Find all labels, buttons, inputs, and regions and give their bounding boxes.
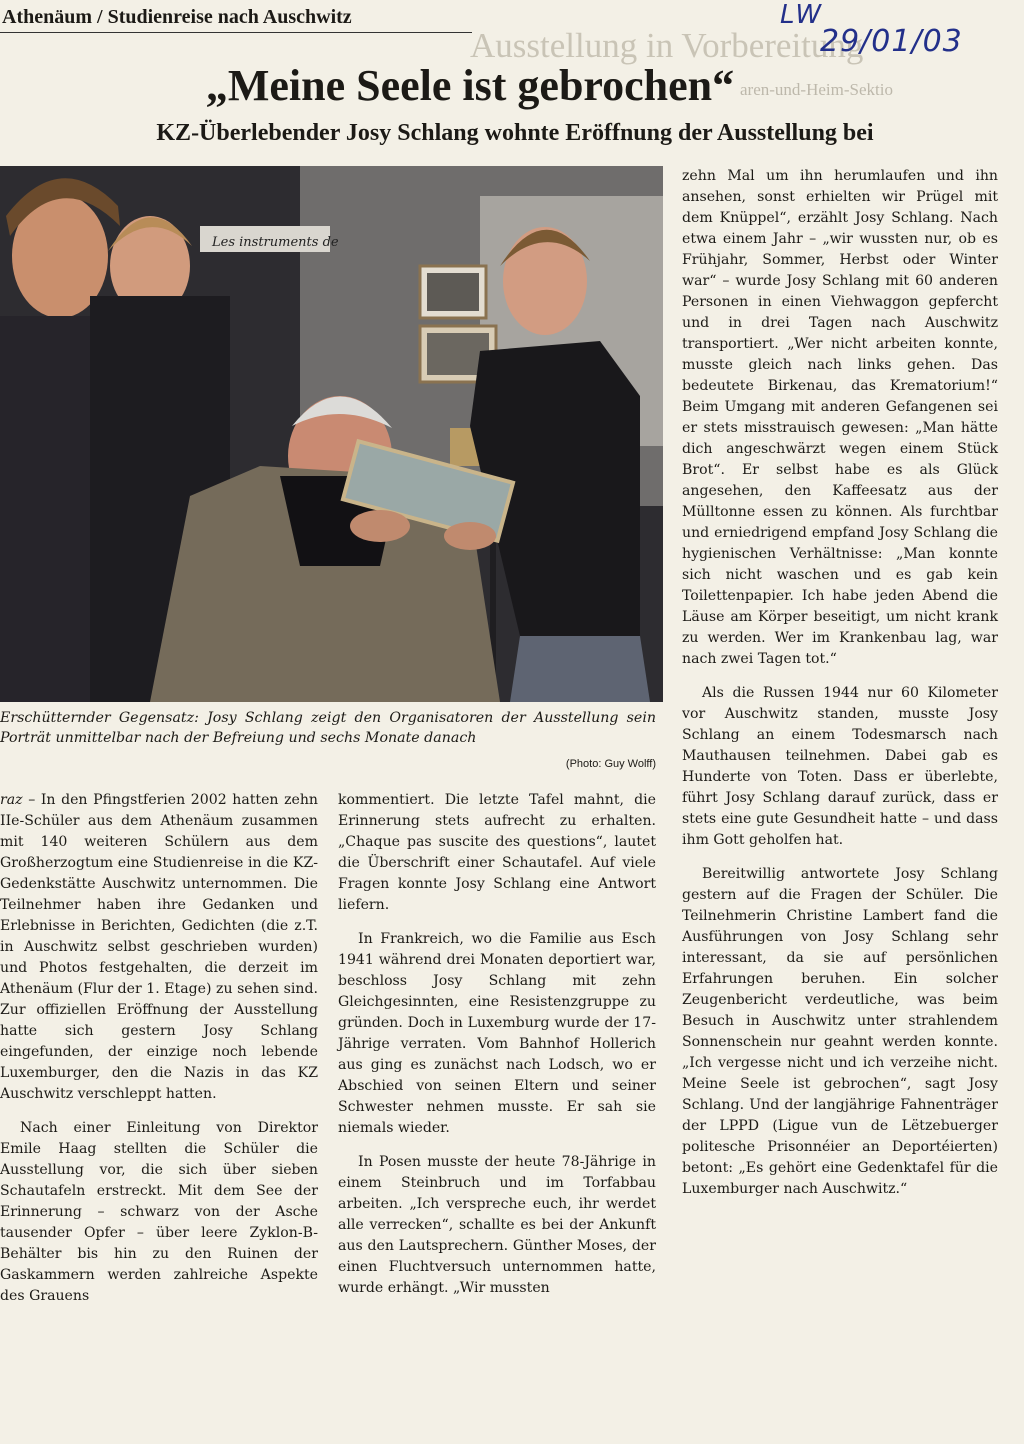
- article-paragraph: Nach einer Einleitung von Direktor Emile Haag stellten die Schüler die Ausstellung vor, die sich über sieben Schautafeln erstreckt. Mit dem See der Erinnerung – schwarz von der Asche tausender Opfer – über leere Zyklon-B-Behälter bis hin zu den Ruinen der Gaskammern werden zahlreiche Aspekte des Grauens: [0, 1120, 318, 1304]
- handwritten-initials: LW: [780, 0, 824, 30]
- poster-label: Les instruments de: [212, 235, 339, 250]
- handwritten-note: [780, 0, 1020, 60]
- headline: „Meine Seele ist gebrochen“: [205, 61, 735, 110]
- photo-caption: Erschütternder Gegensatz: Josy Schlang zeigt den Organisatoren der Ausstellung sein Porträt unmittelbar nach der Befreiung und sechs Monate danach: [0, 710, 656, 746]
- article-paragraph: Bereitwillig antwortete Josy Schlang gestern auf die Fragen der Schüler. Die Teilnehmerin Christine Lambert fand die Ausführungen von Josy Schlang sehr interessant, da sie auf persönlichen Erfahrungen beruhen. Ein solcher Zeugenbericht verdeutliche, was beim Besuch in Auschwitz unter strahlendem Sonnenschein nur geahnt werden konnte. „Ich vergesse nicht und ich verzeihe nicht. Meine Seele ist gebrochen“, sagt Josy Schlang. Und der langjährige Fahnenträger der LPPD (Ligue vun de Lëtzebuerger politesche Prisonnéier an Deportéierten) betont: „Es gehört eine Gedenktafel für die Luxemburger nach Auschwitz.“: [682, 866, 998, 1197]
- article-paragraph: [0, 790, 318, 1105]
- author-byline: raz: [0, 792, 23, 808]
- paragraph-text: – In den Pfingstferien 2002 hatten zehn IIe-Schüler aus dem Athenäum zusammen mit 140 weiteren Schülern aus dem Großherzogtum eine Studienreise in die KZ-Gedenkstätte Auschwitz unternommen. Die Teilnehmer haben ihre Gedanken und Erlebnisse in Berichten, Gedichten (die z.T. in Auschwitz selbst geschrieben wurden) und Photos festgehalten, die derzeit im Athenäum (Flur der 1. Etage) zu sehen sind. Zur offiziellen Eröffnung der Ausstellung hatte sich gestern Josy Schlang eingefunden, der einzige noch lebende Luxemburger, den die Nazis in das KZ Auschwitz verschleppt hatten.: [0, 792, 319, 1102]
- section-rubric: Athenäum / Studienreise nach Auschwitz: [0, 4, 472, 33]
- article-column-2: [338, 790, 656, 1312]
- handwritten-date: 29/01/03: [820, 24, 963, 59]
- article-paragraph: In Frankreich, wo die Familie aus Esch 1941 während drei Monaten deportiert war, beschloss Josy Schlang mit zehn Gleichgesinnten, eine Resistenzgruppe zu gründen. Doch in Luxemburg wurde der 17-Jährige verraten. Vom Bahnhof Hollerich aus ging es zunächst nach Lodsch, wo er Abschied von seinen Eltern und seiner Schwester nehmen musste. Er sah sie niemals wieder.: [338, 931, 656, 1136]
- article-column-1: [0, 790, 318, 1320]
- article-paragraph: zehn Mal um ihn herumlaufen und ihn ansehen, sonst erhielten wir Prügel mit dem Knüppel“, erzählt Josy Schlang. Nach etwa einem Jahr – „wir wussten nur, ob es Frühjahr, Sommer, Herbst oder Winter war“ – wurde Josy Schlang mit 60 anderen Personen in einen Viehwaggon gepfercht und in drei Tagen nach Auschwitz transportiert. „Wer nicht arbeiten konnte, musste gleich nach links gehen. Das bedeutete Birkenau, das Krematorium!“ Beim Umgang mit anderen Gefangenen sei er stets misstrauisch gewesen: „Man hätte dich angeschwärzt wegen einem Stück Brot“. Er selbst habe es als Glück angesehen, den Kaffeesatz aus der Mülltonne essen zu können. Als furchtbar und erniedrigend empfand Josy Schlang die hygienischen Verhältnisse: „Man konnte sich nicht waschen und es gab kein Toilettenpapier. Ich habe jeden Abend die Läuse am Körper beseitigt, um nicht krank zu werden. Wer im Krankenbau lag, war nach zwei Tagen tot.“: [682, 168, 998, 667]
- neighbor-article-headline: Ausstellung in Vorbereitung: [470, 28, 864, 65]
- article-column-3: [682, 166, 998, 1213]
- photo-illustration: [0, 166, 663, 702]
- article-paragraph: In Posen musste der heute 78-Jährige in einem Steinbruch und im Torfabbau arbeiten. „Ich verspreche euch, ihr werdet alle verrecken“, schallte es bei der Ankunft aus den Lautsprechern. Günther Moses, der einen Fluchtversuch unternommen hatte, wurde erhängt. „Wir mussten: [338, 1154, 656, 1296]
- subheadline: KZ-Überlebender Josy Schlang wohnte Eröffnung der Ausstellung bei: [156, 120, 874, 146]
- article-paragraph: kommentiert. Die letzte Tafel mahnt, die Erinnerung stets aufrecht zu erhalten. „Chaque pas suscite des questions“, lautet die Überschrift einer Schautafel. Auf viele Fragen konnte Josy Schlang eine Antwort liefern.: [338, 792, 656, 913]
- neighbor-article-subline: aren-und-Heim-Sektio: [740, 80, 893, 99]
- article-paragraph: Als die Russen 1944 nur 60 Kilometer vor Auschwitz standen, musste Josy Schlang an einem Todesmarsch nach Mauthausen teilnehmen. Dabei gab es Hunderte von Toten. Dass er überlebte, führt Josy Schlang darauf zurück, dass er stets eine gute Gesundheit hatte – und dass ihm Gott geholfen hat.: [682, 685, 998, 848]
- article-photo: [0, 166, 663, 702]
- photo-credit: (Photo: Guy Wolff): [565, 758, 656, 770]
